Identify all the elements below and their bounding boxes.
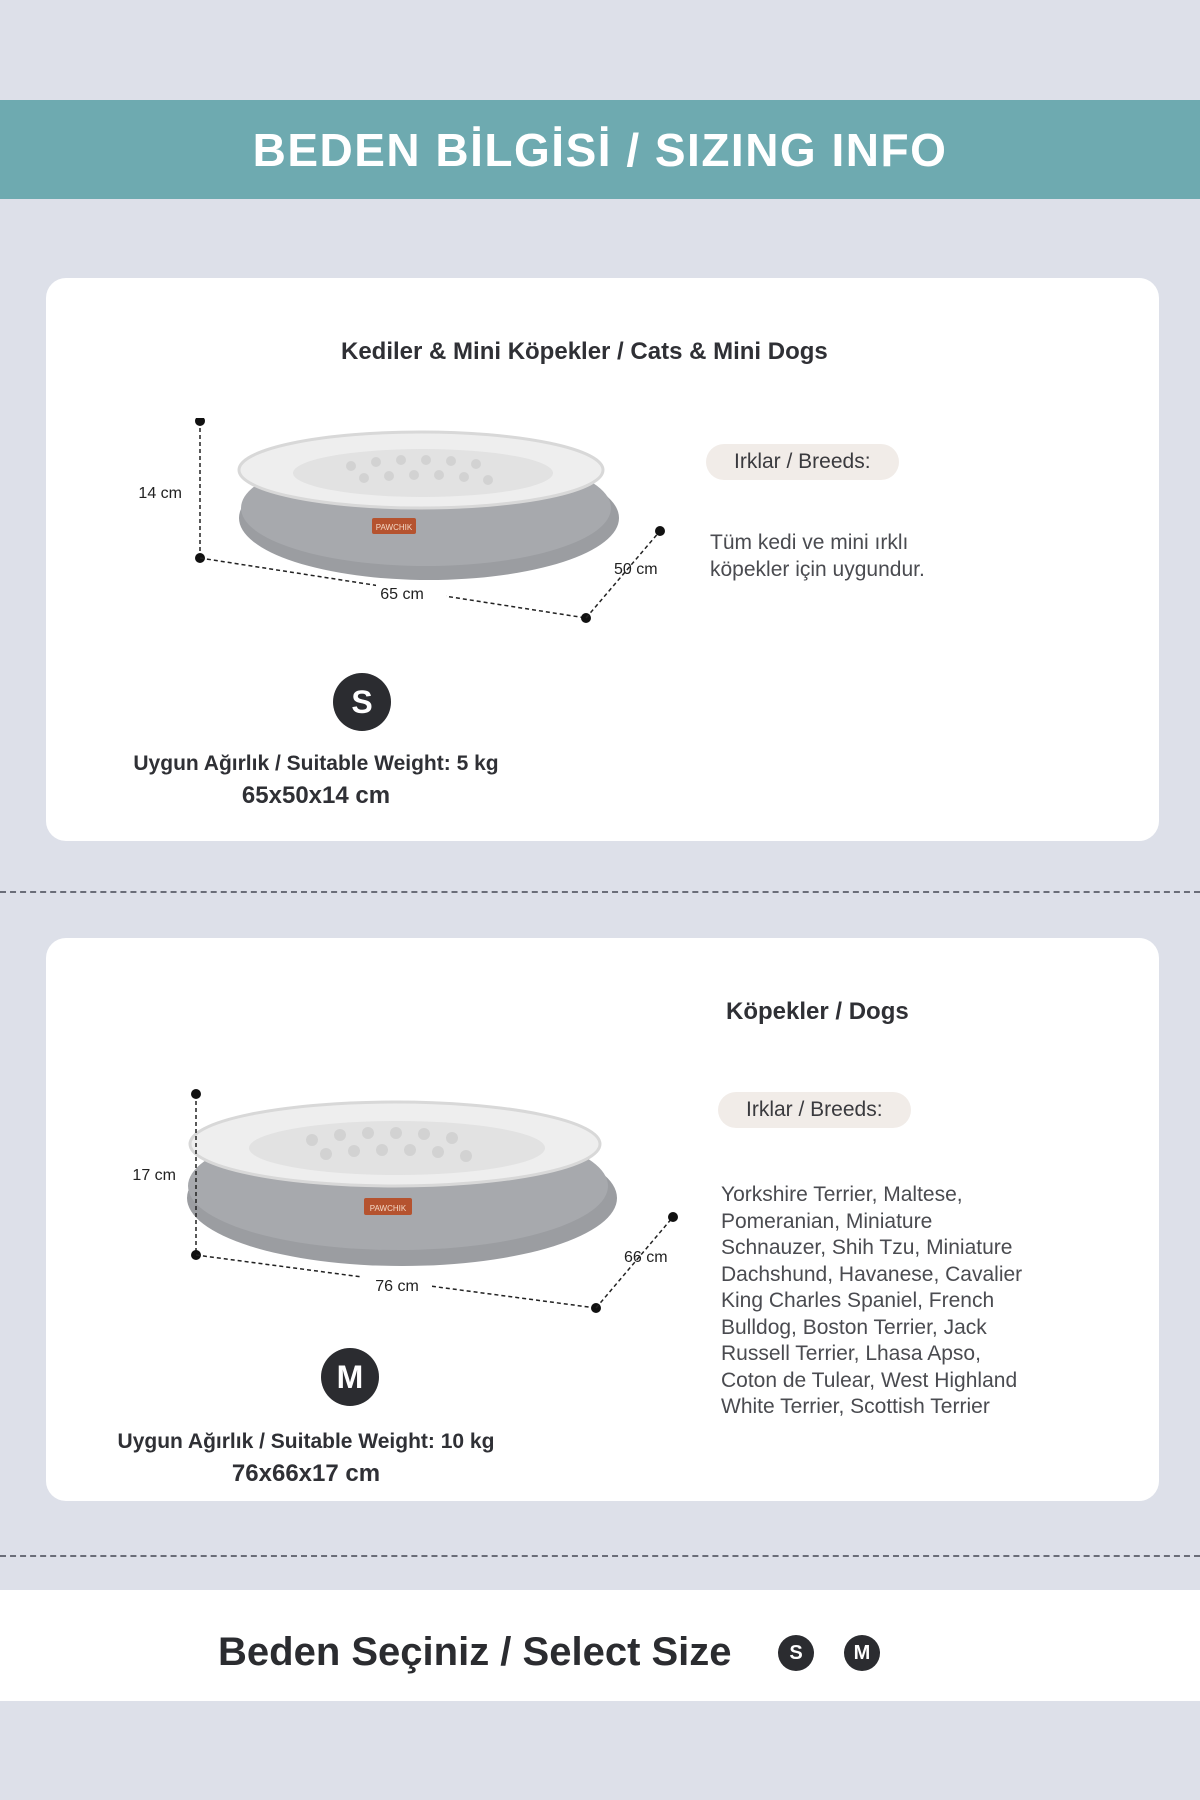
height-label: 14 cm (138, 485, 182, 502)
banner-title: BEDEN BİLGİSİ / SIZING INFO (252, 123, 948, 176)
brand-tag-text: PAWCHIK (369, 1204, 407, 1213)
size-option-m[interactable]: M (844, 1635, 880, 1671)
brand-tag-text: PAWCHIK (375, 523, 413, 532)
length-label: 65 cm (380, 586, 424, 603)
width-label: 66 cm (624, 1249, 668, 1266)
size-badge-s: S (333, 673, 391, 731)
breeds-text: Yorkshire Terrier, Maltese, Pomeranian, Miniature Schnauzer, Shih Tzu, Miniature Dachshund, Havanese, Cavalier King Charles Spaniel, French Bulldog, Boston Terrier, Jack Russell Terrier, Lhasa Apso, Coton de Tulear, West Highland White Terrier, Scottish Terrier (721, 1183, 1023, 1418)
pet-bed-image-m (102, 1088, 702, 1338)
section-divider (0, 891, 1200, 893)
suitable-weight: Uygun Ağırlık / Suitable Weight: 10 kg (117, 1430, 495, 1453)
breeds-text: Tüm kedi ve mini ırklı köpekler için uygundur. (710, 531, 925, 581)
size-card-s (46, 278, 1159, 841)
pet-bed-image-s (136, 418, 696, 648)
breeds-pill: Irklar / Breeds: (706, 444, 899, 480)
dimensions: 76x66x17 cm (231, 1460, 381, 1487)
size-badge-m: M (321, 1348, 379, 1406)
suitable-weight: Uygun Ağırlık / Suitable Weight: 5 kg (133, 752, 499, 775)
category-title: Kediler & Mini Köpekler / Cats & Mini Dogs (341, 338, 828, 365)
select-size-label: Beden Seçiniz / Select Size (218, 1630, 732, 1674)
height-label: 17 cm (132, 1167, 176, 1184)
page-banner (0, 100, 1200, 199)
section-divider (0, 1555, 1200, 1557)
dimensions: 65x50x14 cm (241, 782, 391, 809)
length-label: 76 cm (375, 1278, 419, 1295)
size-card-m (46, 938, 1159, 1501)
width-label: 50 cm (614, 561, 658, 578)
breeds-pill: Irklar / Breeds: (718, 1092, 911, 1128)
size-option-s[interactable]: S (778, 1635, 814, 1671)
category-title: Köpekler / Dogs (726, 998, 909, 1025)
